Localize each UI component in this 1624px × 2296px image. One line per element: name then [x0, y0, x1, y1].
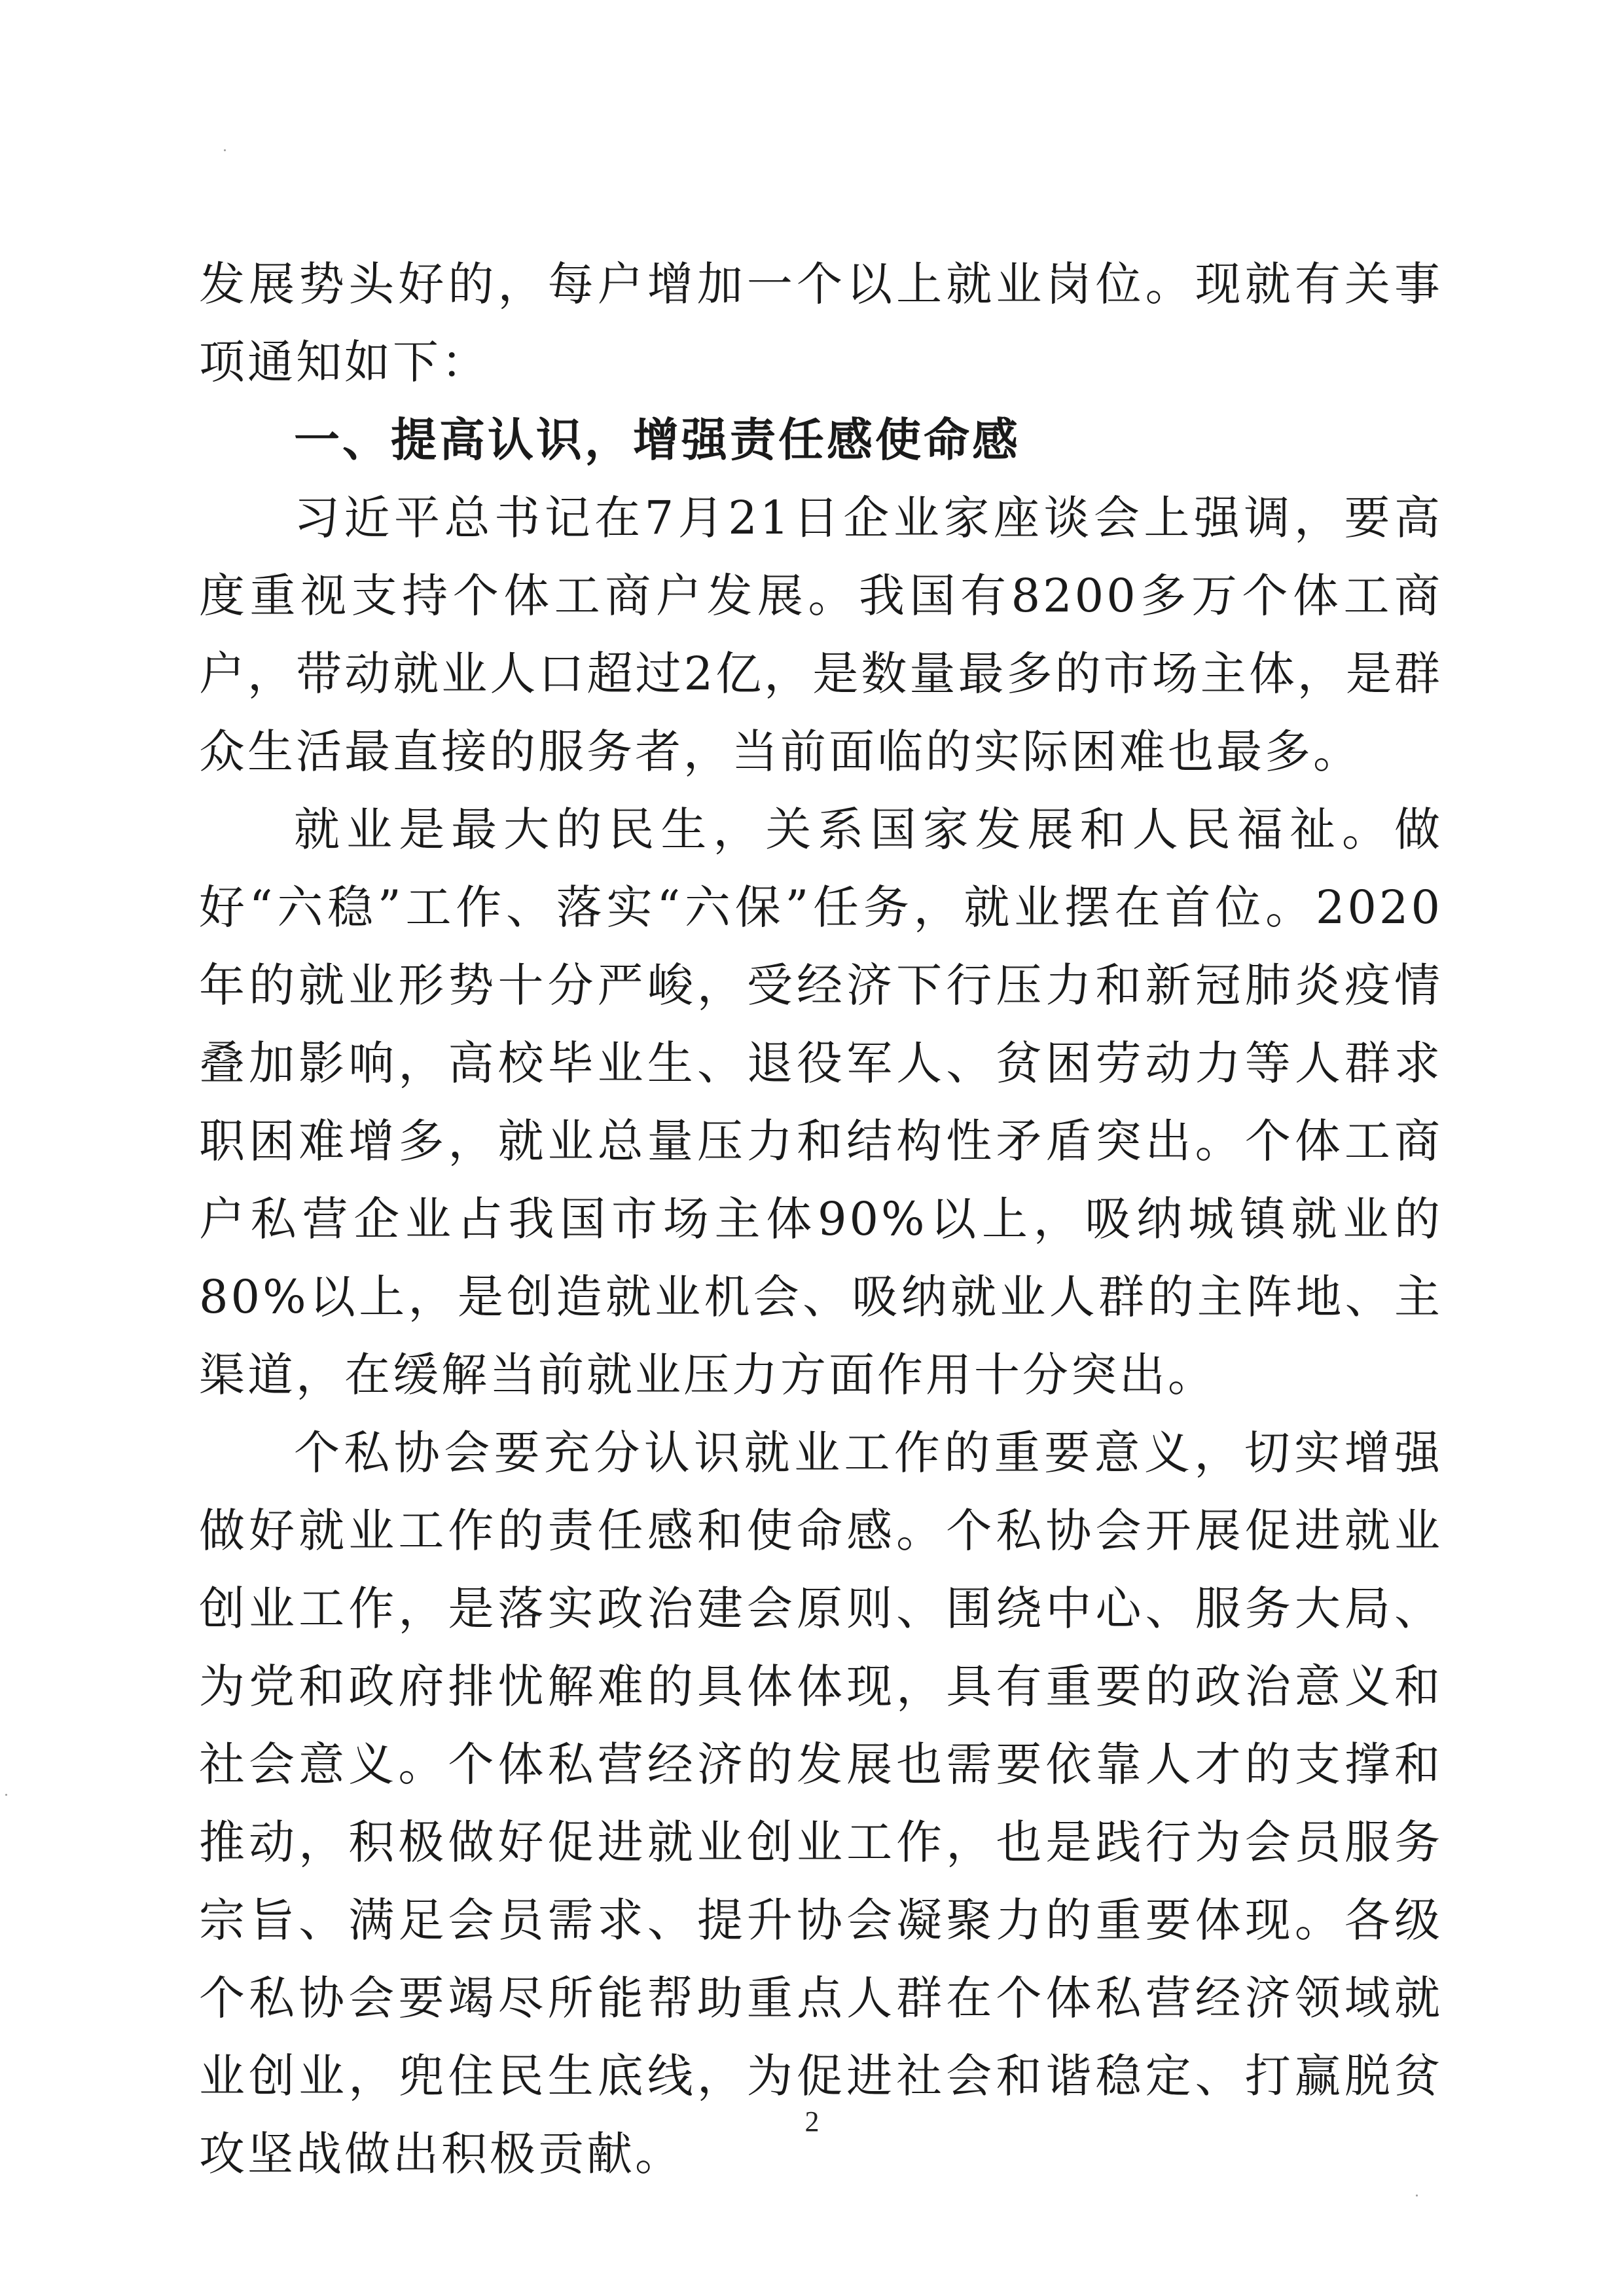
continuation-paragraph: 发展势头好的，每户增加一个以上就业岗位。现就有关事项通知如下：: [199, 257, 1443, 389]
page-number: 2: [804, 2105, 820, 2138]
paragraph: 个私协会要充分认识就业工作的重要意义，切实增强做好就业工作的责任感和使命感。个私协会开展促进就业创业工作，是落实政治建会原则、围绕中心、服务大局、为党和政府排忧解难的具体体现，具有重要的政治意义和社会意义。个体私营经济的发展也需要依靠人才的支撑和推动，积极做好促进就业创业工作，也是践行为会员服务宗旨、满足会员需求、提升协会凝聚力的重要体现。各级个私协会要竭尽所能帮助重点人群在个体私营经济领域就业创业，兜住民生底线，为促进社会和谐稳定、打赢脱贫攻坚战做出积极贡献。: [199, 1426, 1443, 2181]
paragraph: 就业是最大的民生，关系国家发展和人民福祉。做好“六稳”工作、落实“六保”任务，就业摆在首位。2020年的就业形势十分严峻，受经济下行压力和新冠肺炎疫情叠加影响，高校毕业生、退役军人、贫困劳动力等人群求职困难增多，就业总量压力和结构性矛盾突出。个体工商户私营企业占我国市场主体90%以上，吸纳城镇就业的80%以上，是创造就业机会、吸纳就业人群的主阵地、主渠道，在缓解当前就业压力方面作用十分突出。: [199, 803, 1443, 1402]
scan-speck: [224, 149, 226, 151]
scan-speck: [1416, 2195, 1418, 2196]
scan-speck: [5, 1794, 7, 1796]
document-body: [199, 246, 1443, 2193]
paragraph: 习近平总书记在7月21日企业家座谈会上强调，要高度重视支持个体工商户发展。我国有8200多万个体工商户，带动就业人口超过2亿，是数量最多的市场主体，是群众生活最直接的服务者，当前面临的实际困难也最多。: [199, 491, 1443, 778]
section-heading: 一、提高认识，增强责任感使命感: [294, 413, 1020, 467]
